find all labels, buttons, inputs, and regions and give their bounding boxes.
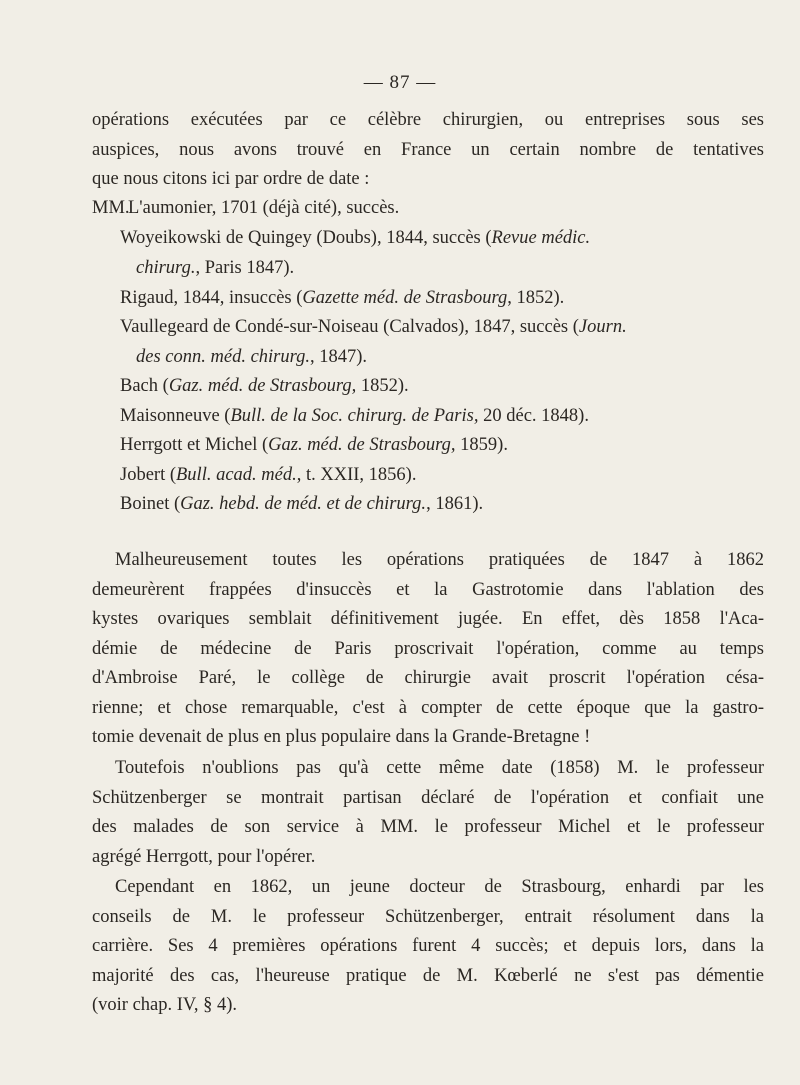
paragraph	[92, 546, 764, 753]
reference-item: Bach (Gaz. méd. de Strasbourg, 1852).	[120, 376, 409, 396]
reference-item: Boinet (Gaz. hebd. de méd. et de chirurg., 1861).	[120, 494, 484, 514]
paragraph	[92, 754, 764, 872]
text-line: (voir chap. IV, § 4).	[92, 995, 238, 1015]
page-number: — 87 —	[363, 72, 437, 93]
reference-continuation: des conn. méd. chirurg., 1847).	[136, 347, 368, 367]
text-line: demeurèrent frappées d'insuccès et la Gastrotomie dans l'ablation des	[92, 579, 764, 600]
text-line: agrégé Herrgott, pour l'opérer.	[92, 846, 316, 867]
reference-item: Woyeikowski de Quingey (Doubs), 1844, succès (Revue médic.	[120, 228, 591, 248]
text-line: Toutefois n'oublions pas qu'à cette même date (1858) M. le professeur	[115, 758, 764, 778]
reference-item: MM.L'aumonier, 1701 (déjà cité), succès.	[92, 194, 399, 224]
text-line: rienne; et chose remarquable, c'est à compter de cette époque que la gastro-	[92, 697, 764, 718]
text-line: majorité des cas, l'heureuse pratique de M. Kœberlé ne s'est pas démentie	[92, 965, 764, 986]
text-line: opérations exécutées par ce célèbre chirurgien, ou entreprises sous ses	[92, 110, 764, 130]
text-line: carrière. Ses 4 premières opérations furent 4 succès; et depuis lors, dans la	[92, 936, 764, 956]
text-line: auspices, nous avons trouvé en France un certain nombre de tentatives	[92, 139, 764, 160]
text-line: Malheureusement toutes les opérations pratiquées de 1847 à 1862	[115, 550, 764, 570]
text-line: kystes ovariques semblait définitivement jugée. En effet, dès 1858 l'Aca-	[92, 609, 764, 629]
reference-item: Maisonneuve (Bull. de la Soc. chirurg. de Paris, 20 déc. 1848).	[120, 406, 589, 426]
text-line: conseils de M. le professeur Schützenberger, entrait résolument dans la	[92, 906, 764, 927]
reference-item: Vaullegeard de Condé-sur-Noiseau (Calvados), 1847, succès (Journ.	[120, 317, 627, 337]
reference-item: Jobert (Bull. acad. méd., t. XXII, 1856).	[120, 465, 417, 485]
text-line: des malades de son service à MM. le professeur Michel et le professeur	[92, 817, 764, 837]
text-line: tomie devenait de plus en plus populaire dans la Grande-Bretagne !	[92, 727, 591, 747]
text-line: démie de médecine de Paris proscrivait l'opération, comme au temps	[92, 638, 764, 659]
mm-label: MM.	[92, 198, 130, 218]
intro-paragraph	[92, 106, 764, 195]
text-line: que nous citons ici par ordre de date :	[92, 169, 370, 189]
reference-continuation: chirurg., Paris 1847).	[136, 258, 295, 278]
text-line: Cependant en 1862, un jeune docteur de Strasbourg, enhardi par les	[115, 877, 764, 897]
reference-item: Rigaud, 1844, insuccès (Gazette méd. de Strasbourg, 1852).	[120, 288, 565, 308]
text-line: Schützenberger se montrait partisan déclaré de l'opération et confiait une	[92, 787, 764, 808]
text-line: d'Ambroise Paré, le collège de chirurgie avait proscrit l'opération césa-	[92, 668, 764, 688]
paragraph	[92, 873, 764, 1021]
reference-item: Herrgott et Michel (Gaz. méd. de Strasbourg, 1859).	[120, 435, 508, 455]
